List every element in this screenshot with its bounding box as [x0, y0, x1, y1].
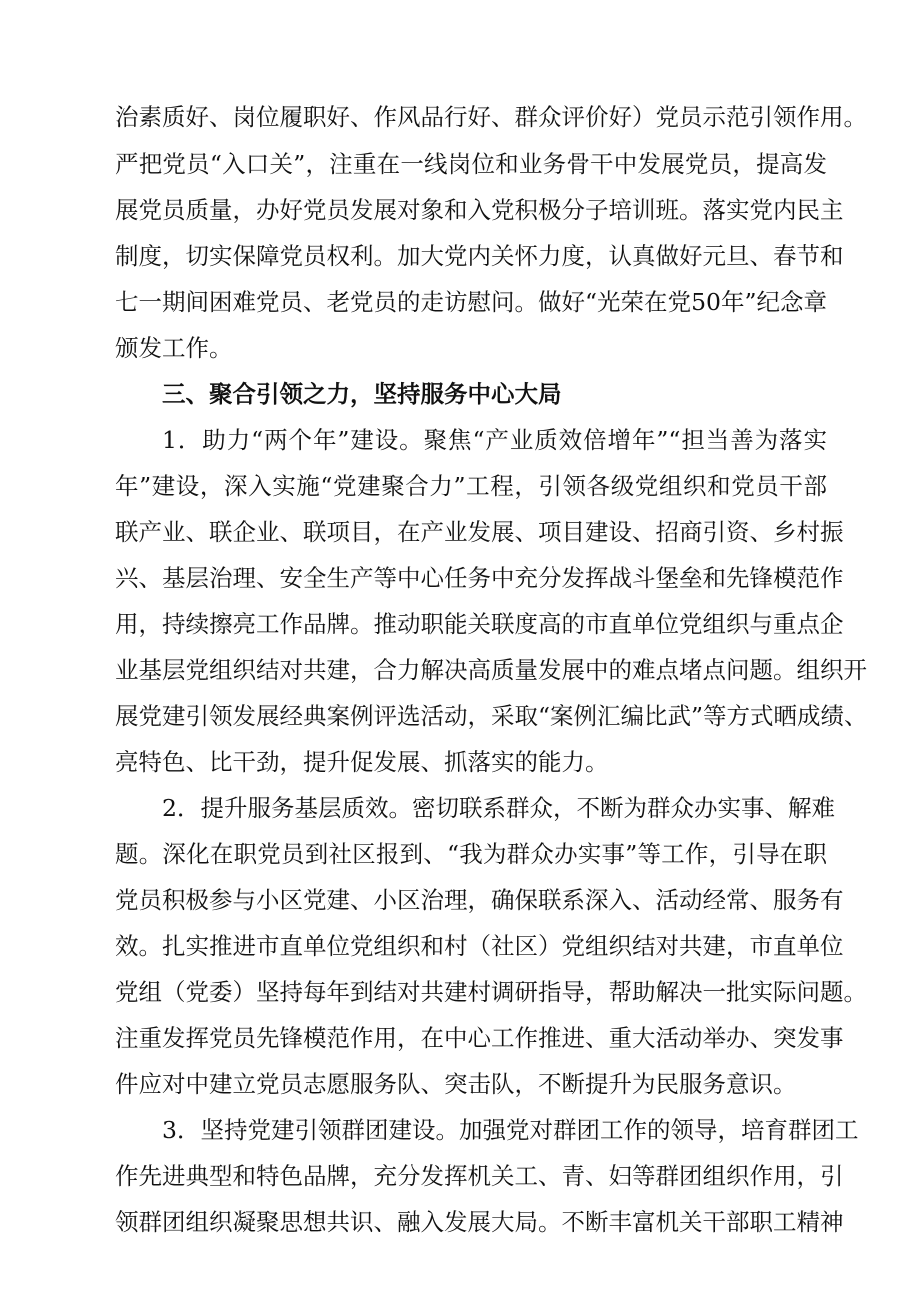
- text-line: 党员积极参与小区党建、小区治理，确保联系深入、活动经常、服务有: [115, 886, 844, 914]
- text-line: 七一期间困难党员、老党员的走访慰问。做好“光荣在党50年”纪念章: [115, 288, 827, 316]
- paragraph-start: 3．坚持党建引领群团建设。加强党对群团工作的领导，培育群团工: [162, 1116, 859, 1144]
- text-line: 业基层党组织结对共建，合力解决高质量发展中的难点堵点问题。组织开: [115, 656, 867, 684]
- text-line: 亮特色、比干劲，提升促发展、抓落实的能力。: [115, 748, 609, 776]
- text-line: 用，持续擦亮工作品牌。推动职能关联度高的市直单位党组织与重点企: [115, 610, 844, 638]
- text-line: 严把党员“入口关”，注重在一线岗位和业务骨干中发展党员，提高发: [115, 150, 827, 178]
- text-line: 展党建引领发展经典案例评选活动，采取“案例汇编比武”等方式晒成绩、: [115, 702, 868, 730]
- text-line: 党组（党委）坚持每年到结对共建村调研指导，帮助解决一批实际问题。: [115, 978, 867, 1006]
- text-line: 制度，切实保障党员权利。加大党内关怀力度，认真做好元旦、春节和: [115, 242, 844, 270]
- text-line: 作先进典型和特色品牌，充分发挥机关工、青、妇等群团组织作用，引: [115, 1162, 844, 1190]
- text-line: 效。扎实推进市直单位党组织和村（社区）党组织结对共建，市直单位: [115, 932, 844, 960]
- text-line: 联产业、联企业、联项目，在产业发展、项目建设、招商引资、乡村振: [115, 518, 844, 546]
- text-line: 领群团组织凝聚思想共识、融入发展大局。不断丰富机关干部职工精神: [115, 1208, 844, 1236]
- paragraph-start: 2．提升服务基层质效。密切联系群众，不断为群众办实事、解难: [162, 794, 835, 822]
- text-line: 注重发挥党员先锋模范作用，在中心工作推进、重大活动举办、突发事: [115, 1024, 844, 1052]
- text-line: 治素质好、岗位履职好、作风品行好、群众评价好）党员示范引领作用。: [115, 103, 867, 131]
- text-line: 题。深化在职党员到社区报到、“我为群众办实事”等工作，引导在职: [115, 840, 827, 868]
- text-line: 年”建设，深入实施“党建聚合力”工程，引领各级党组织和党员干部: [115, 472, 827, 500]
- section-heading: 三、聚合引领之力，坚持服务中心大局: [162, 380, 562, 408]
- text-line: 件应对中建立党员志愿服务队、突击队，不断提升为民服务意识。: [115, 1070, 797, 1098]
- text-line: 展党员质量，办好党员发展对象和入党积极分子培训班。落实党内民主: [115, 196, 844, 224]
- text-line: 颁发工作。: [115, 334, 233, 362]
- text-line: 兴、基层治理、安全生产等中心任务中充分发挥战斗堡垒和先锋模范作: [115, 564, 844, 592]
- paragraph-start: 1．助力“两个年”建设。聚焦“产业质效倍增年”“担当善为落实: [162, 426, 827, 454]
